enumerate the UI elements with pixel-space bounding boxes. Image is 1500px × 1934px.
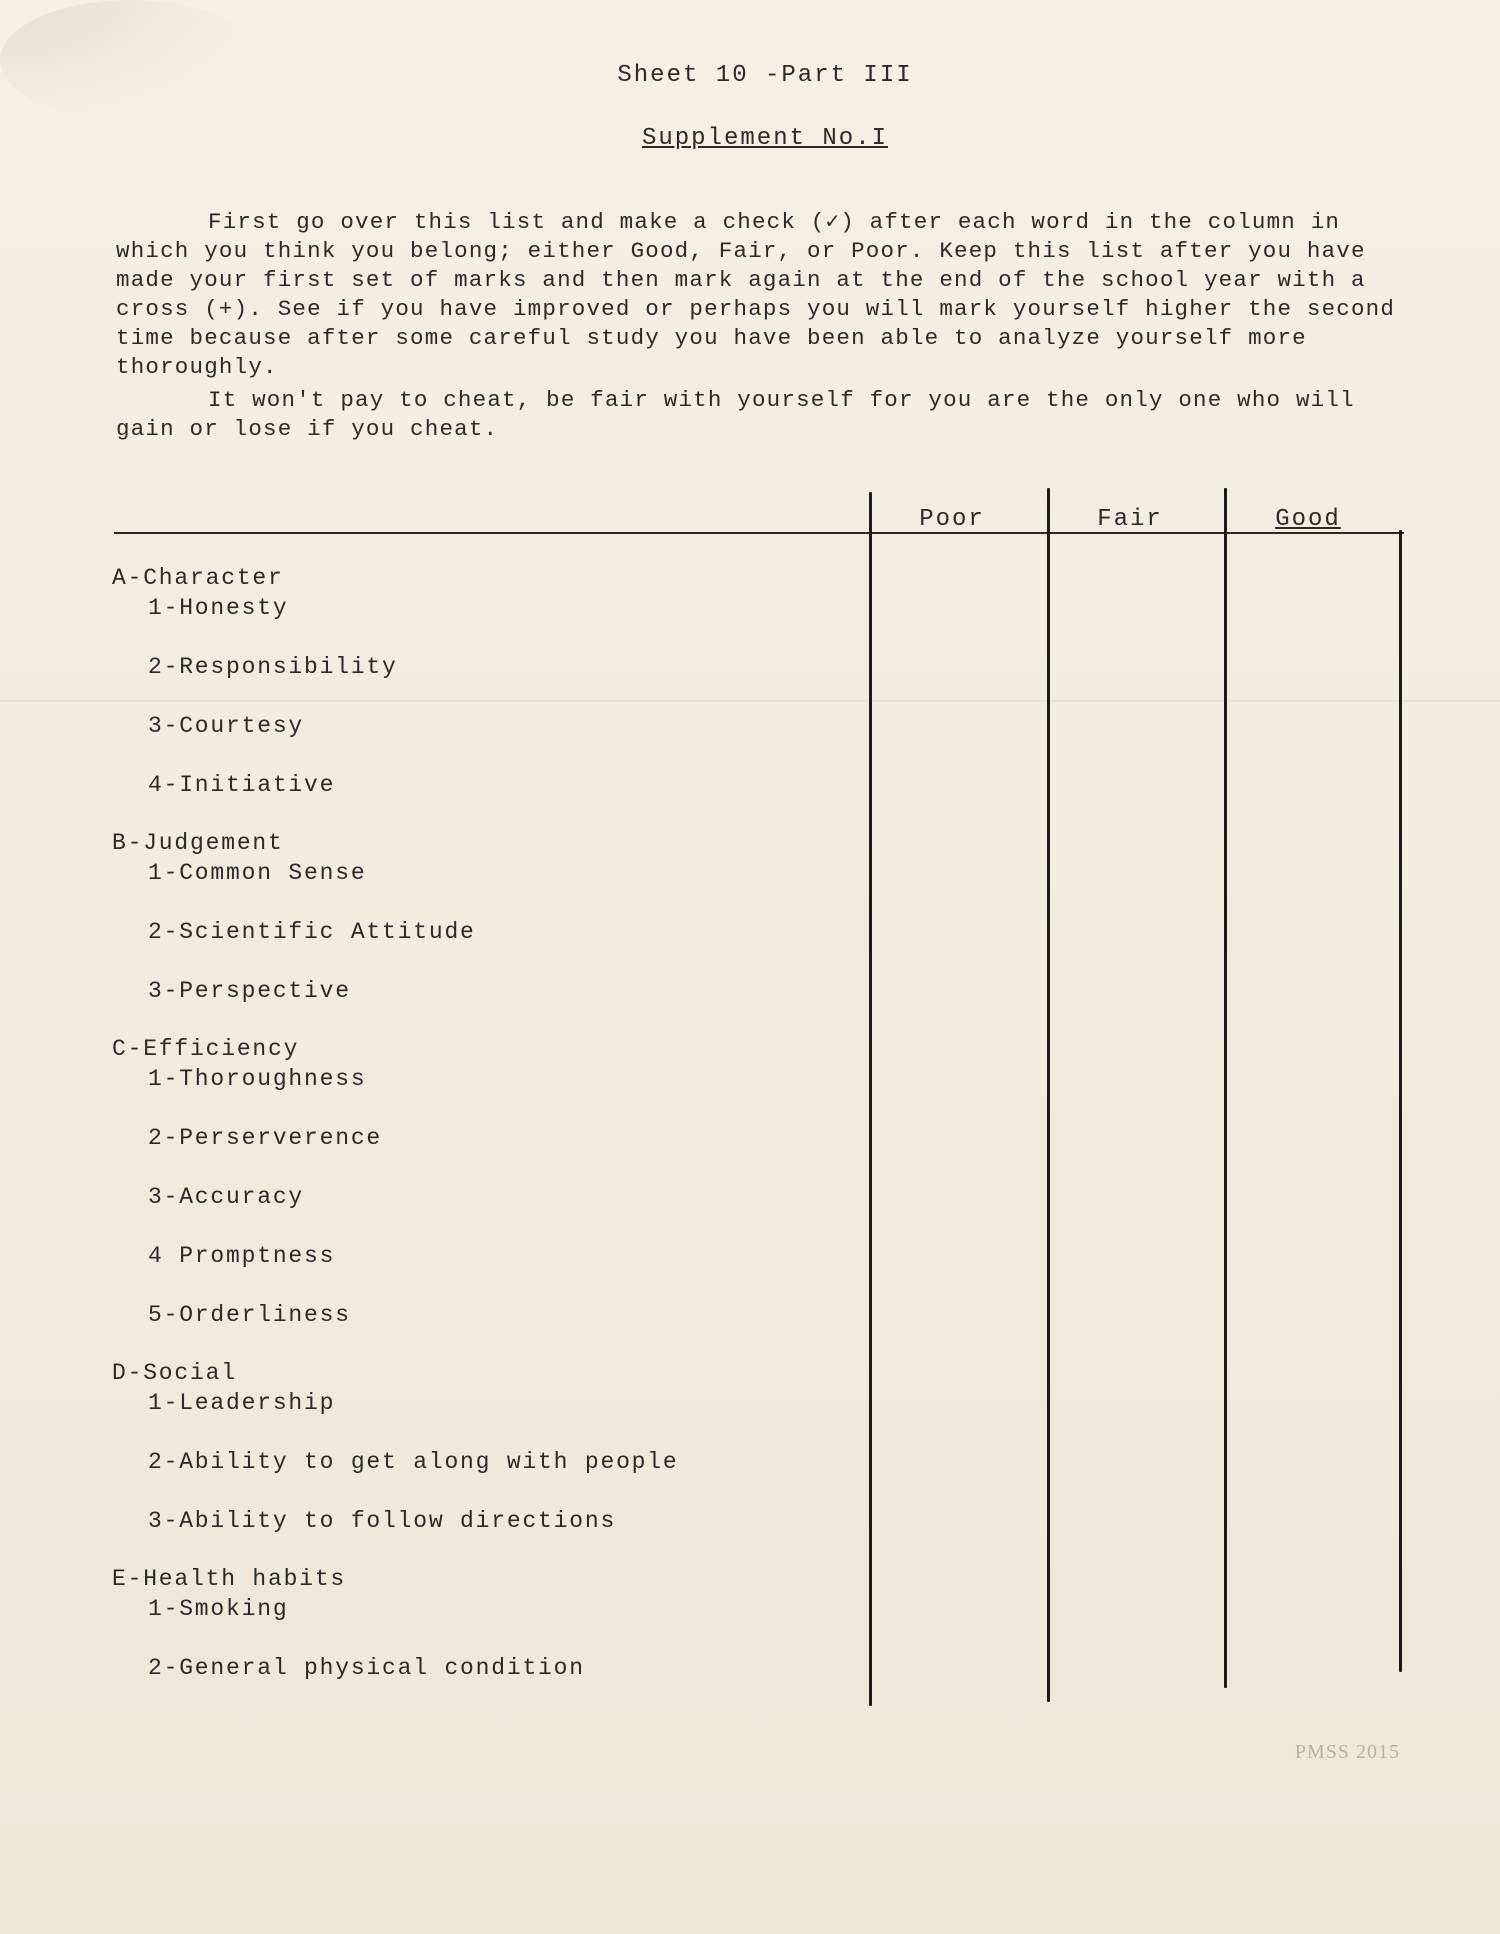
- column-header-poor: Poor: [919, 506, 985, 533]
- criterion-item: 1-Leadership: [148, 1390, 336, 1416]
- column-divider: [869, 492, 872, 1706]
- criterion-item: 1-Common Sense: [148, 860, 367, 886]
- instruction-paragraph: First go over this list and make a check (✓) after each word in the column in which you think you belong; either Good, Fair, or Poor. Keep this list after you have made your first set of marks and then mark again at the end of the school year with a cross (+). See if you have improved or perhaps you will mark yourself higher the second time because after some careful study you have been able to analyze yourself more thoroughly.: [116, 209, 1396, 380]
- criterion-item: 2-Ability to get along with people: [148, 1449, 679, 1475]
- column-divider: [1399, 530, 1402, 1672]
- criterion-item: 3-Courtesy: [148, 713, 305, 739]
- instruction-paragraph: It won't pay to cheat, be fair with yourself for you are the only one who will gain or lose if you cheat.: [116, 387, 1355, 442]
- group-title: B-Judgement: [112, 830, 284, 856]
- criterion-item: 3-Perspective: [148, 978, 351, 1004]
- criterion-item: 2-Scientific Attitude: [148, 919, 476, 945]
- paper-stain: [0, 0, 260, 120]
- criterion-item: 2-General physical condition: [148, 1655, 585, 1681]
- criterion-item: 4 Promptness: [148, 1243, 336, 1269]
- criterion-item: 1-Smoking: [148, 1596, 289, 1622]
- column-divider: [1047, 488, 1050, 1702]
- criterion-item: 3-Ability to follow directions: [148, 1508, 617, 1534]
- criterion-item: 2-Responsibility: [148, 654, 398, 680]
- table-header-rule: [114, 532, 1404, 534]
- criteria-group: [112, 563, 852, 800]
- column-divider: [1224, 488, 1227, 1688]
- criterion-item: 2-Perserverence: [148, 1125, 383, 1151]
- criterion-item: 4-Initiative: [148, 772, 336, 798]
- criteria-group: [112, 828, 852, 1006]
- criteria-group: [112, 1358, 852, 1536]
- column-header-good: Good: [1275, 506, 1341, 533]
- criterion-item: 1-Honesty: [148, 595, 289, 621]
- archive-watermark: PMSS 2015: [1294, 1741, 1400, 1763]
- group-title: A-Character: [112, 565, 284, 591]
- instructions: [116, 208, 1426, 444]
- group-title: E-Health habits: [112, 1566, 347, 1592]
- column-header-fair: Fair: [1097, 506, 1163, 533]
- group-title: D-Social: [112, 1360, 237, 1386]
- group-title: C-Efficiency: [112, 1036, 300, 1062]
- criterion-item: 5-Orderliness: [148, 1302, 351, 1328]
- criterion-item: 1-Thoroughness: [148, 1066, 367, 1092]
- criterion-item: 3-Accuracy: [148, 1184, 305, 1210]
- criteria-list: [112, 563, 852, 1683]
- criteria-group: [112, 1564, 852, 1683]
- sheet-title: Sheet 10 -Part III: [617, 62, 913, 89]
- criteria-group: [112, 1034, 852, 1330]
- supplement-title: Supplement No.I: [641, 125, 889, 152]
